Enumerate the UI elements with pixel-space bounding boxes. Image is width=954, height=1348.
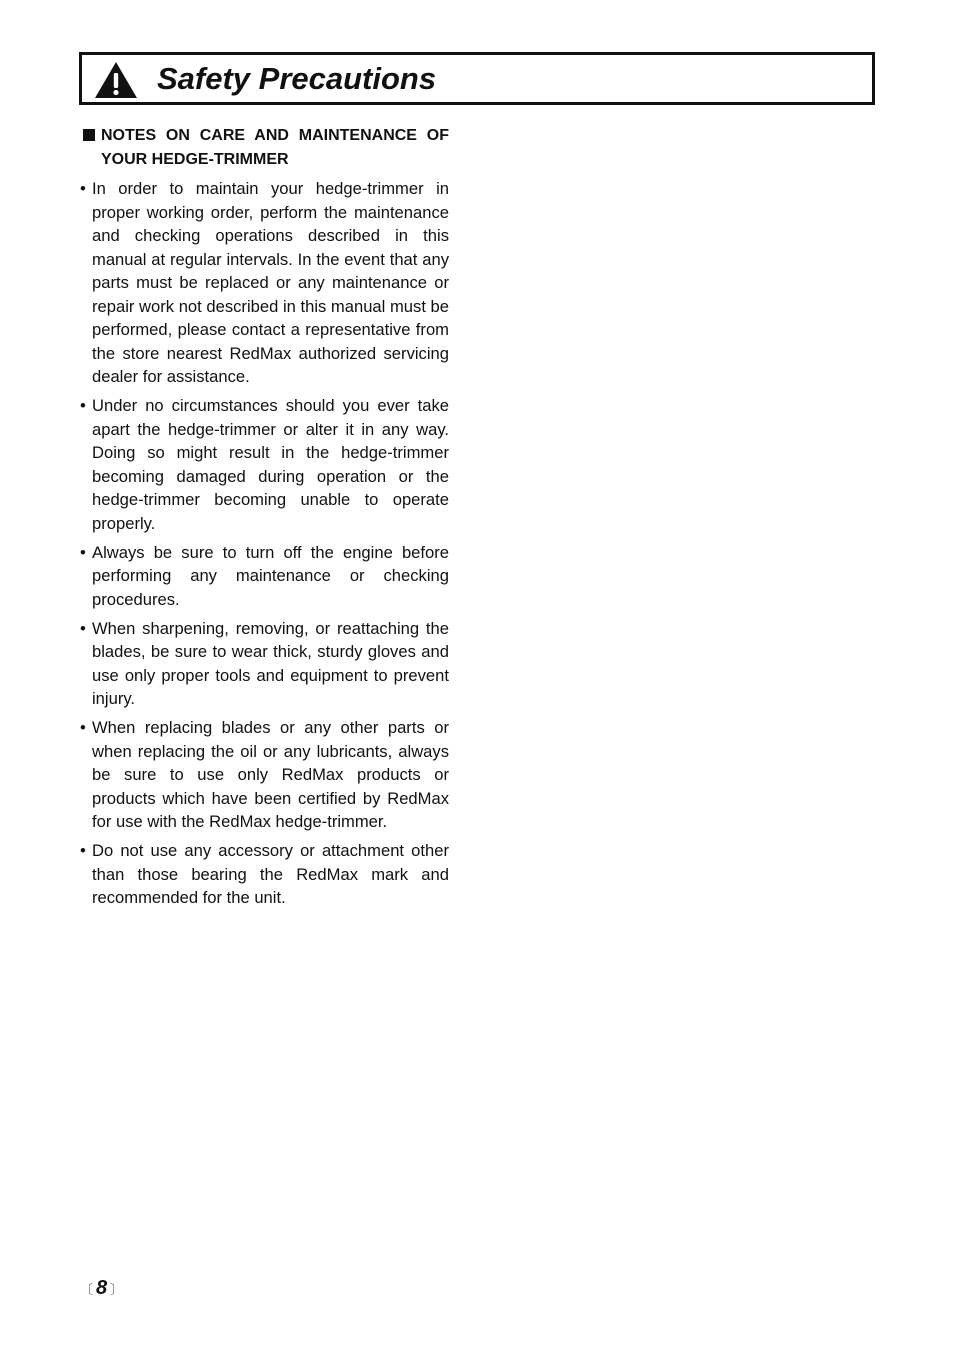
list-item-text: When replacing blades or any other parts or when replacing the oil or any lubricants, always be sure to use only RedMax products or products which have been certified by RedMax for use with the RedMax hedge-trimmer. bbox=[92, 718, 449, 831]
maintenance-notes-list bbox=[80, 177, 449, 910]
list-item-text: In order to maintain your hedge-trimmer in proper working order, perform the maintenance and checking operations described in this manual at regular intervals. In the event that any parts must be replaced or any maintenance or repair work not described in this manual must be performed, please contact a representative from the store nearest RedMax authorized servicing dealer for assistance. bbox=[92, 179, 449, 386]
section-heading-text: NOTES ON CARE AND MAINTENANCE OF YOUR HEDGE-TRIMMER bbox=[101, 127, 449, 168]
list-item bbox=[80, 617, 449, 711]
list-item bbox=[80, 177, 449, 389]
warning-triangle-icon bbox=[94, 61, 138, 99]
care-maintenance-section bbox=[80, 124, 449, 915]
list-item-text: Always be sure to turn off the engine before performing any maintenance or checking procedures. bbox=[92, 542, 449, 609]
page-number-bracket-open: 〔 bbox=[80, 1282, 94, 1297]
page-number-value: 8 bbox=[96, 1277, 108, 1299]
page-header bbox=[79, 52, 875, 105]
list-item bbox=[80, 716, 449, 834]
bullet-icon: • bbox=[80, 396, 86, 415]
bullet-icon: • bbox=[80, 718, 86, 737]
list-item-text: When sharpening, removing, or reattaching the blades, be sure to wear thick, sturdy gloves and use only proper tools and equipment to prevent injury. bbox=[92, 618, 449, 708]
page-number-bracket-close: 〕 bbox=[110, 1282, 124, 1297]
list-item bbox=[80, 541, 449, 612]
page-title: Safety Precautions bbox=[157, 61, 437, 96]
list-item bbox=[80, 839, 449, 910]
bullet-icon: • bbox=[80, 841, 86, 860]
list-item bbox=[80, 394, 449, 535]
section-heading bbox=[80, 124, 449, 171]
bullet-icon: • bbox=[80, 542, 86, 562]
bullet-icon: • bbox=[80, 618, 86, 638]
square-bullet-icon bbox=[83, 129, 95, 141]
bullet-icon: • bbox=[80, 179, 86, 198]
list-item-text: Do not use any accessory or attachment other than those bearing the RedMax mark and recommended for the unit. bbox=[92, 841, 449, 907]
page-number bbox=[80, 1276, 123, 1302]
list-item-text: Under no circumstances should you ever take apart the hedge-trimmer or alter it in any way. Doing so might result in the hedge-trimmer becoming damaged during operation or the hedge-trimmer becoming unable to operate properly. bbox=[92, 396, 449, 533]
